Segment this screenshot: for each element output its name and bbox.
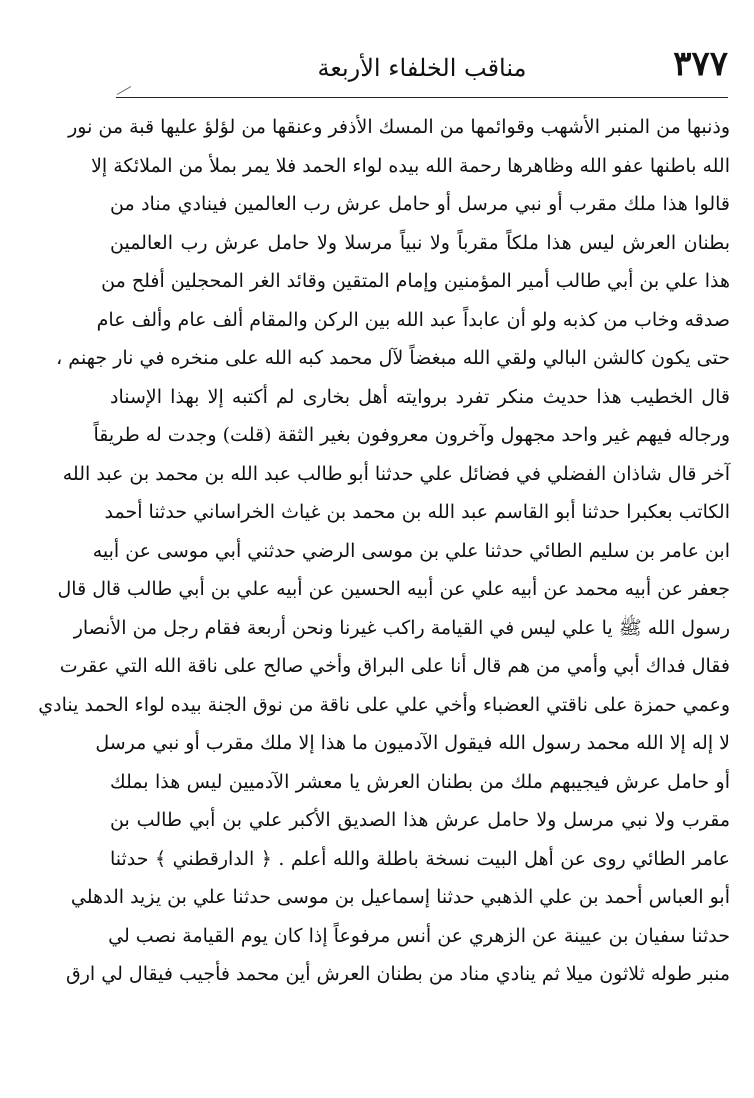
header-rule <box>116 97 728 98</box>
text-line: آخر قال شاذان الفضلي في فضائل علي حدثنا أبو طالب عبد الله بن محمد بن عبد الله <box>62 462 730 485</box>
text-line: لا إله إلا الله محمد رسول الله فيقول الآدميون ما هذا إلا ملك مقرب أو نبي مرسل <box>95 732 730 754</box>
text-line: وعمي حمزة على ناقتي العضباء وأخي علي على ناقة من نوق الجنة بيده لواء الحمد ينادي <box>38 693 730 716</box>
text-line: مقرب ولا نبي مرسل ولا حامل عرش هذا الصديق الأكبر علي بن أبي طالب بن <box>110 809 731 831</box>
text-line: قالوا هذا ملك مقرب أو نبي مرسل أو حامل عرش رب العالمين فينادي مناد من <box>110 193 730 215</box>
text-line: أبو العباس أحمد بن علي الذهبي حدثنا إسماعيل بن موسى حدثنا علي بن يزيد الدهلي <box>70 886 730 908</box>
text-line: الكاتب بعكبرا حدثنا أبو القاسم عبد الله بن محمد بن غياث الخراساني حدثنا أحمد <box>104 501 730 523</box>
page-header <box>116 38 728 98</box>
text-line: منبر طوله ثلاثون ميلا ثم ينادي مناد من بطنان العرش أين محمد فأجيب فيقال لي ارق <box>66 963 730 985</box>
text-line: ورجاله فيهم غير واحد مجهول وآخرون معروفون بغير الثقة (قلت) وجدت له طريقاً <box>93 424 730 446</box>
page-number: ٣٧٧ <box>673 44 728 84</box>
text-line: هذا علي بن أبي طالب أمير المؤمنين وإمام المتقين وقائد الغر المحجلين أفلح من <box>101 270 730 292</box>
text-line: ابن عامر بن سليم الطائي حدثنا علي بن موسى الرضي حدثني أبي موسى عن أبيه <box>92 539 730 562</box>
body-text <box>38 108 731 994</box>
text-line: وذنبها من المنبر الأشهب وقوائمها من المسك الأذفر وعنقها من لؤلؤ عليها قبة من نور <box>68 116 730 138</box>
text-line: رسول الله ﷺ يا علي ليس في القيامة راكب غيرنا ونحن أربعة فقام رجل من الأنصار <box>73 616 730 639</box>
text-line: عامر الطائي روى عن أهل البيت نسخة باطلة والله أعلم . ﴿ الدارقطني ﴾ حدثنا <box>110 847 730 870</box>
text-line: حتى يكون كالشن البالي ولقي الله مبغضاً لآل محمد كبه الله على منخره في نار جهنم ، <box>56 347 730 369</box>
text-line: حدثنا سفيان بن عيينة عن الزهري عن أنس مرفوعاً إذا كان يوم القيامة نصب لي <box>108 924 730 947</box>
text-line: فقال فداك أبي وأمي من هم قال أنا على البراق وأخي صالح على ناقة الله التي عقرت <box>59 655 730 677</box>
text-line: صدقه وخاب من كذبه ولو أن عابداً عبد الله بين الركن والمقام ألف عام وألف عام <box>96 308 730 331</box>
text-line: الله باطنها عفو الله وظاهرها رحمة الله بيده لواء الحمد فلا يمر بملأ من الملائكة إلا <box>91 154 730 177</box>
page-title: مناقب الخلفاء الأربعة <box>317 54 527 82</box>
text-line: بطنان العرش ليس هذا ملكاً مقرباً ولا نبياً مرسلا ولا حامل عرش رب العالمين <box>110 231 730 254</box>
text-line: جعفر عن أبيه محمد عن أبيه علي عن أبيه الحسين عن أبيه علي بن أبي طالب قال قال <box>57 578 730 600</box>
text-line: أو حامل عرش فيجيبهم ملك من بطنان العرش يا معشر الآدميين ليس هذا بملك <box>110 770 730 793</box>
text-line: قال الخطيب هذا حديث منكر تفرد بروايته أهل بخارى لم أكتبه إلا بهذا الإسناد <box>110 385 730 408</box>
